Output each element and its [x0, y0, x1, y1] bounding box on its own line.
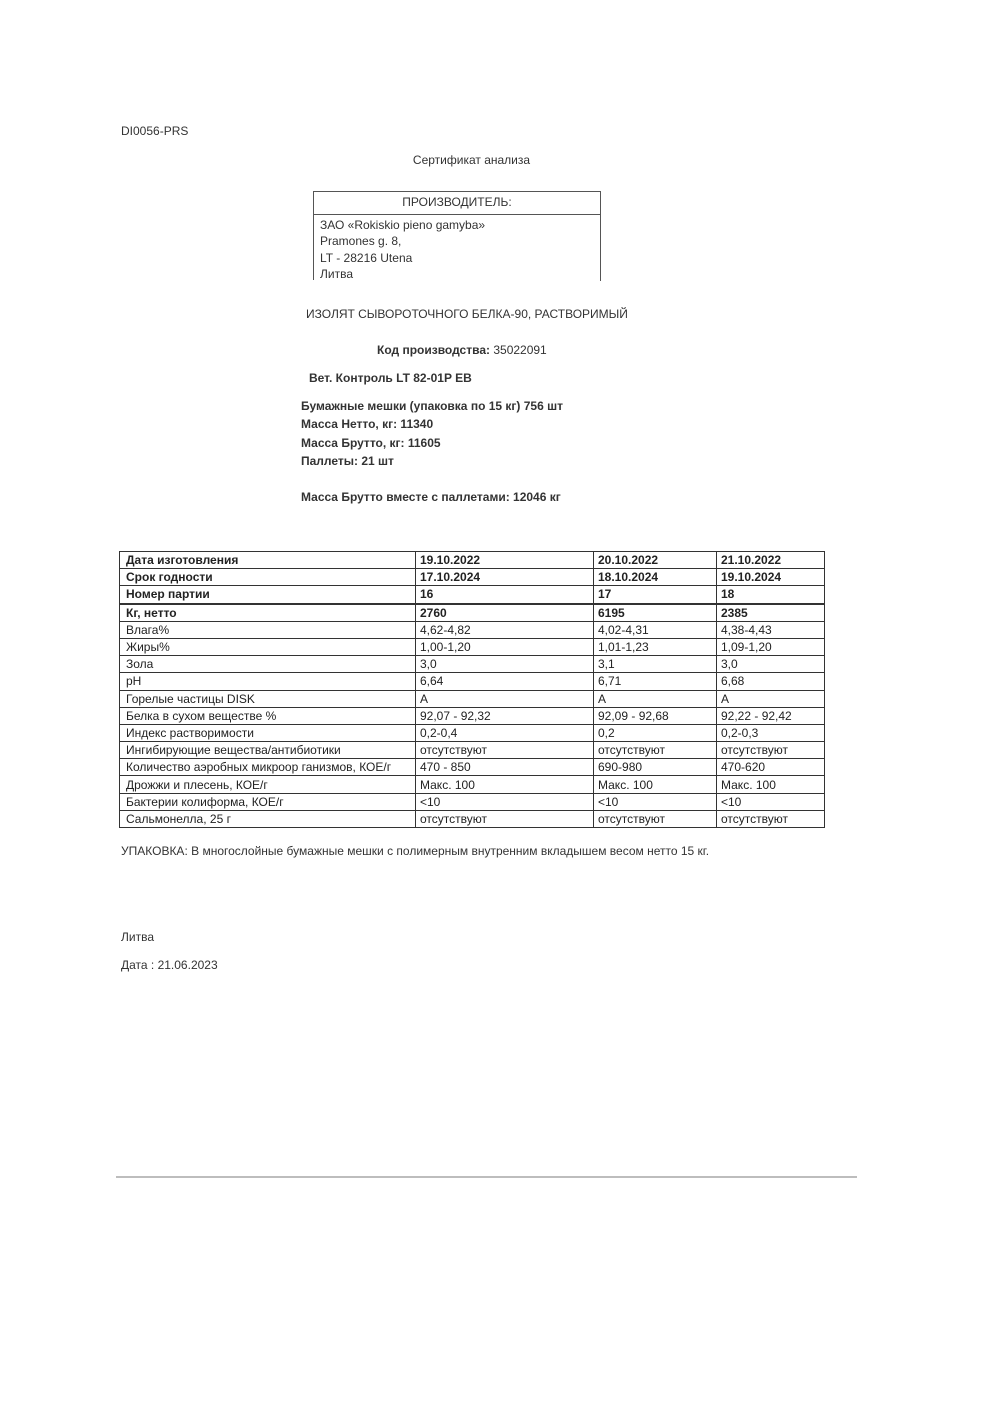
batch-1-value: отсутствуют: [416, 810, 594, 827]
batch-3-value: <10: [717, 793, 825, 810]
batch-3-value: отсутствуют: [717, 742, 825, 759]
batch-2-value: 4,02-4,31: [594, 621, 717, 638]
batch-2-value: отсутствуют: [594, 742, 717, 759]
row-label: Зола: [120, 656, 416, 673]
row-label: Номер партии: [120, 586, 416, 604]
net-mass: Масса Нетто, кг: 11340: [301, 417, 434, 431]
batch-1-value: 1,00-1,20: [416, 638, 594, 655]
batch-1-value: 470 - 850: [416, 759, 594, 776]
batch-3-value: 4,38-4,43: [717, 621, 825, 638]
row-label: Влага%: [120, 621, 416, 638]
batch-2-value: 6,71: [594, 673, 717, 690]
table-row: [120, 742, 825, 759]
vet-control: Вет. Контроль LT 82-01P EB: [309, 371, 472, 385]
manufacturer-city: LT - 28216 Utena: [320, 250, 413, 265]
batch-1-value: 2760: [416, 604, 594, 622]
batch-3-value: 1,09-1,20: [717, 638, 825, 655]
row-label: Бактерии колиформа, КОЕ/г: [120, 793, 416, 810]
table-row: [120, 621, 825, 638]
batch-1-value: отсутствуют: [416, 742, 594, 759]
batch-1-value: 3,0: [416, 656, 594, 673]
analysis-table: [119, 551, 825, 828]
batch-2-value: 6195: [594, 604, 717, 622]
table-row: [120, 673, 825, 690]
batch-1-value: 0,2-0,4: [416, 724, 594, 741]
row-label: Горелые частицы DISK: [120, 690, 416, 707]
row-label: Индекс растворимости: [120, 724, 416, 741]
manufacturer-box: [313, 191, 601, 280]
table-row: [120, 707, 825, 724]
issue-date: Дата : 21.06.2023: [121, 958, 218, 972]
table-row: [120, 656, 825, 673]
batch-1-value: <10: [416, 793, 594, 810]
manufacturer-name: ЗАО «Rokiskio pieno gamyba»: [320, 218, 486, 232]
batch-1-value: 6,64: [416, 673, 594, 690]
production-code-label: Код производства:: [377, 343, 490, 357]
document-code: DI0056-PRS: [121, 124, 189, 138]
production-code-value: 35022091: [493, 343, 547, 357]
row-label: Ингибирующие вещества/антибиотики: [120, 742, 416, 759]
batch-1-value: 19.10.2022: [416, 552, 594, 569]
row-label: Дрожжи и плесень, КОЕ/г: [120, 776, 416, 793]
batch-3-value: 0,2-0,3: [717, 724, 825, 741]
table-row: [120, 586, 825, 604]
gross-mass: Масса Брутто, кг: 11605: [301, 436, 441, 450]
batch-2-value: 690-980: [594, 759, 717, 776]
batch-3-value: 470-620: [717, 759, 825, 776]
batch-1-value: Макс. 100: [416, 776, 594, 793]
production-code: [377, 343, 547, 357]
row-label: Дата изготовления: [120, 552, 416, 569]
batch-1-value: A: [416, 690, 594, 707]
batch-2-value: 92,09 - 92,68: [594, 707, 717, 724]
table-row: [120, 638, 825, 655]
batch-1-value: 4,62-4,82: [416, 621, 594, 638]
table-row: [120, 776, 825, 793]
batch-1-value: 17.10.2024: [416, 569, 594, 586]
batch-2-value: 0,2: [594, 724, 717, 741]
batch-3-value: 2385: [717, 604, 825, 622]
table-row: [120, 724, 825, 741]
bags-count: Бумажные мешки (упаковка по 15 кг) 756 шт: [301, 399, 563, 413]
table-row: [120, 810, 825, 827]
manufacturer-country: Литва: [320, 266, 353, 281]
table-row: [120, 604, 825, 622]
row-label: Количество аэробных микроор ганизмов, КОЕ/г: [120, 759, 416, 776]
row-label: pH: [120, 673, 416, 690]
table-row: [120, 552, 825, 569]
packing-note: УПАКОВКА: В многослойные бумажные мешки с полимерным внутренним вкладышем весом нетто 15 кг.: [121, 844, 710, 858]
batch-2-value: отсутствуют: [594, 810, 717, 827]
table-row: [120, 759, 825, 776]
table-row: [120, 690, 825, 707]
batch-3-value: отсутствуют: [717, 810, 825, 827]
batch-3-value: 3,0: [717, 656, 825, 673]
batch-2-value: 20.10.2022: [594, 552, 717, 569]
row-label: Жиры%: [120, 638, 416, 655]
product-name: ИЗОЛЯТ СЫВОРОТОЧНОГО БЕЛКА-90, РАСТВОРИМЫЙ: [306, 307, 628, 321]
gross-with-pallets: Масса Брутто вместе с паллетами: 12046 кг: [301, 490, 561, 504]
batch-3-value: 18: [717, 586, 825, 604]
table-row: [120, 793, 825, 810]
batch-2-value: 17: [594, 586, 717, 604]
batch-2-value: 1,01-1,23: [594, 638, 717, 655]
table-row: [120, 569, 825, 586]
batch-2-value: A: [594, 690, 717, 707]
pallets-count: Паллеты: 21 шт: [301, 454, 394, 468]
batch-1-value: 92,07 - 92,32: [416, 707, 594, 724]
batch-3-value: Макс. 100: [717, 776, 825, 793]
country: Литва: [121, 930, 154, 944]
batch-3-value: 19.10.2024: [717, 569, 825, 586]
row-label: Белка в сухом веществе %: [120, 707, 416, 724]
batch-1-value: 16: [416, 586, 594, 604]
batch-3-value: 92,22 - 92,42: [717, 707, 825, 724]
batch-2-value: Макс. 100: [594, 776, 717, 793]
row-label: Срок годности: [120, 569, 416, 586]
batch-2-value: <10: [594, 793, 717, 810]
batch-3-value: A: [717, 690, 825, 707]
batch-3-value: 21.10.2022: [717, 552, 825, 569]
batch-2-value: 18.10.2024: [594, 569, 717, 586]
batch-3-value: 6,68: [717, 673, 825, 690]
footer-divider: [116, 1176, 857, 1178]
row-label: Сальмонелла, 25 г: [120, 810, 416, 827]
batch-2-value: 3,1: [594, 656, 717, 673]
manufacturer-street: Pramones g. 8,: [320, 234, 402, 249]
row-label: Кг, нетто: [120, 604, 416, 622]
document-title: Сертификат анализа: [412, 153, 531, 167]
manufacturer-header: ПРОИЗВОДИТЕЛЬ:: [314, 192, 600, 215]
